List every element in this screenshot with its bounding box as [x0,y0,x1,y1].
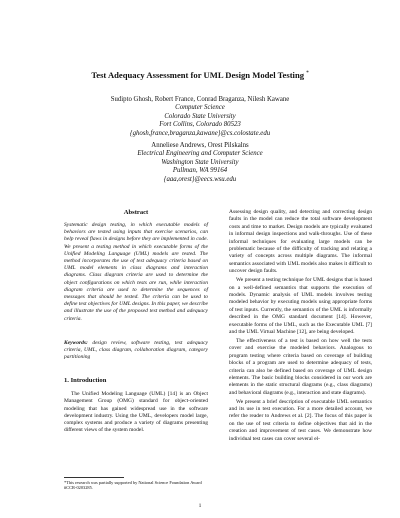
department-1: Computer Science [175,104,225,112]
university-1: Colorado State University [164,112,236,120]
title-text: Test Adequacy Assessment for UML Design Model Testing [91,69,305,80]
paper-title [40,69,360,80]
right-column [229,209,372,445]
footnote-rule [64,477,124,478]
keywords [64,340,208,362]
affiliation-block-2 [60,142,340,184]
email-2: {aaa,orest}@eecs.wsu.edu [163,175,237,183]
introduction-paragraph [64,391,208,435]
right-paragraph: We present a brief description of executable UML semantics and its use in test execution. For a more detailed account, we refer the reader to Andrews et al. [2]. The focus of this paper is on the use of test criteria to define objectives that aid in the creation and improvement of test cases. We demonstrate how individual test cases can cover several el- [229,398,372,442]
title-footnote-mark: * [306,71,309,76]
department-2: Electrical Engineering and Computer Science [137,150,263,158]
email-1: {ghosh,france,braganza,kawane}@cs.colostate.edu [129,129,271,137]
affiliation-block-1 [60,96,340,138]
footnote: *This research was partially supported by National Science Foundation Award #CCR-0203285. [64,480,202,491]
introduction-text: The Unified Modeling Language (UML) [14] is an Object Management Group (OMG) standard for object-oriented modeling that has gained widespread use in the software development industry. Using the UML, developers model large, complex systems and produce a variety of diagrams presenting different views of the system model. [64,391,208,434]
keywords-label: Keywords: [64,340,88,346]
author-names-2: Anneliese Andrews, Orest Pilskalns [151,142,249,149]
right-paragraph: Assessing design quality, and detecting and correcting design faults in the model can reduce the total software development costs and time to market. Design models are typically evaluated in informal design inspections and walk-throughs. Use of these informal techniques for evaluating large models can be problematic because of the difficulty of tracking and relating a variety of concepts across multiple diagrams. The informal semantics associated with UML models also makes it difficult to uncover design faults. [229,209,372,275]
university-2: Washington State University [161,158,239,166]
page-number: 1 [198,503,202,509]
city-2: Pullman, WA 99164 [172,167,228,175]
author-names-1: Sudipto Ghosh, Robert France, Conrad Braganza, Nilesh Kawane [110,96,290,103]
abstract-text: Systematic design testing, in which executable models of behaviors are tested using inputs that exercise scenarios, can help reveal flaws in designs before they are implemented in code. We present a testing method in which executable forms of the Unified Modeling Language (UML) models are tested. The method incorporates the use of test adequacy criteria based on UML model elements in class diagrams and interaction diagrams. Class diagram criteria are used to determine the object configurations on which tests are run, while interaction diagram criteria are used to determine the sequences of messages that should be tested. The criteria can be used to define test objectives for UML designs. In this paper, we describe and illustrate the use of the proposed test method and adequacy criteria. [64,222,208,322]
keywords-text: design review, software testing, test adequacy criteria, UML, class diagram, collaboration diagram, category partitioning [64,340,209,361]
section-heading-introduction: 1. Introduction [64,377,107,384]
abstract-heading: Abstract [123,209,149,216]
right-paragraph: We present a testing technique for UML designs that is based on a well-defined semantics that supports the execution of models. Dynamic analysis of UML models involves testing modeled behavior by executing models using appropriate forms of test inputs. Currently, the semantics of the UML is informally described in the OMG standard document [14]. However, executable forms of the UML, such as the Executable UML [7] and the UML Virtual Machine [12], are being developed. [229,277,372,335]
right-paragraph: The effectiveness of a test is based on how well the tests cover and exercise the modeled behaviors. Analogous to program testing where criteria based on coverage of building blocks of a program are used to determine adequacy of tests, criteria can also be defined based on coverage of UML design elements. The basic building blocks considered in our work are elements in the static structural diagrams (e.g., class diagrams) and behavioral diagrams (e.g., interaction and state diagrams). [229,337,372,396]
city-1: Fort Collins, Colorado 80523 [159,121,241,129]
